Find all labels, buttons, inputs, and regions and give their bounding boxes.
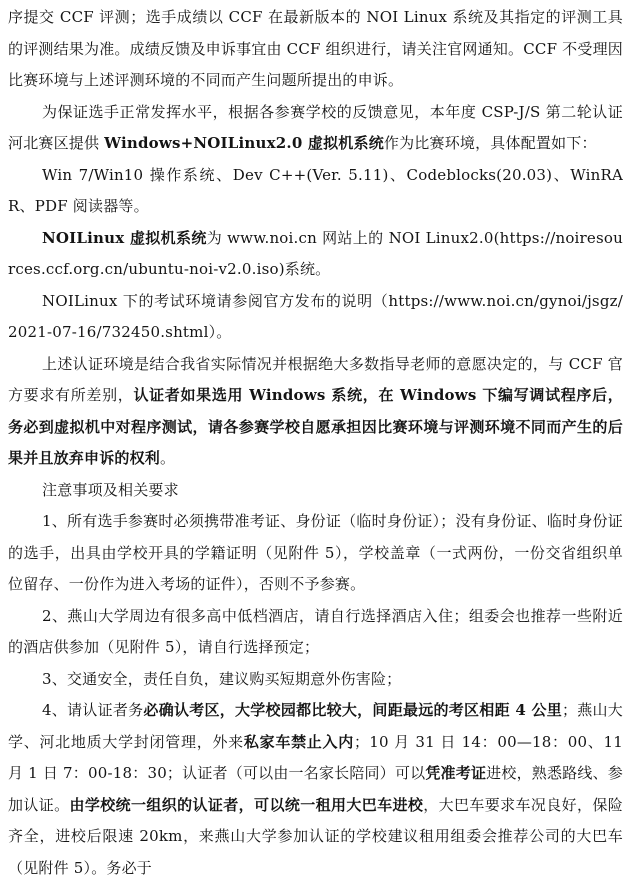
paragraph-disclaimer (8, 349, 623, 475)
bold-run: Windows+NOILinux2.0 虚拟机系统 (104, 134, 384, 152)
text-run: ，大巴车要求车况良好，保险齐全，进校后限速 20km，来燕山大学参加认证的学校建议租用组委会推荐公司的大巴车（见附件 5）。务必于 (8, 795, 623, 877)
paragraph-item-4 (8, 695, 623, 884)
bold-run: 凭准考证 (425, 764, 487, 782)
text-run: 4、请认证者务 (42, 701, 144, 719)
text-run: ；10 月 31 日 14：00—18：00、11 月 1 日 7：00-18：30；认证者（可以由一名家长陪同）可以 (8, 732, 623, 782)
bold-run: 私家车禁止入内 (243, 732, 354, 751)
text-run: 3、交通安全，责任自负，建议购买短期意外伤害险； (42, 669, 402, 688)
text-run: 为保证选手正常发挥水平，根据各参赛学校的反馈意见，本年度 CSP-J/S 第二轮认证河北赛区提供 (8, 102, 623, 152)
text-run: 1、所有选手参赛时必须携带准考证、身份证（临时身份证）；没有身份证、临时身份证的选手，出具由学校开具的学籍证明（见附件 5），学校盖章（一式两份，一份交省组织单位留存、一份作为进入考场的证件），否则不予参赛。 (8, 512, 623, 593)
bold-run: 必确认考区，大学校园都比较大，间距最远的考区相距 4 公里 (143, 701, 562, 719)
text-run: 作为比赛环境，具体配置如下： (383, 134, 597, 152)
text-run: 。 (160, 449, 176, 467)
text-run: ；燕山大学、河北地质大学封闭管理，外来 (8, 701, 623, 751)
bold-run: 认证者如果选用 Windows 系统，在 Windows 下编写调试程序后，务必到虚拟机中对程序测试，请各参赛学校自愿承担因比赛环境与评测环境不同而产生的后果并且放弃申诉的权利 (8, 386, 623, 467)
text-run: 注意事项及相关要求 (42, 480, 179, 499)
paragraph-item-2 (8, 601, 623, 664)
paragraph-noilinux (8, 223, 623, 286)
text-run: 2、燕山大学周边有很多高中低档酒店，请自行选择酒店入住；组委会也推荐一些附近的酒店供参加（见附件 5），请自行选择预定； (8, 606, 623, 656)
paragraph-exam-environment (8, 286, 623, 349)
paragraph-item-3 (8, 664, 623, 696)
paragraph-intro (8, 2, 623, 97)
text-run: 序提交 CCF 评测；选手成绩以 CCF 在最新版本的 NOI Linux 系统及其指定的评测工具的评测结果为准。成绩反馈及申诉事宜由 CCF 组织进行，请关注官网通知。CCF 不受理因比赛环境与上述评测环境的不同而产生问题所提出的申诉。 (8, 8, 623, 89)
text-run: NOILinux 下的考试环境请参阅官方发布的说明（https://www.noi.cn/gynoi/jsgz/2021-07-16/732450.shtml）。 (8, 291, 623, 341)
paragraph-item-1 (8, 506, 623, 601)
text-run: 为 www.noi.cn 网站上的 NOI Linux2.0(https://noiresources.ccf.org.cn/ubuntu-noi-v2.0.iso)系统。 (8, 228, 623, 278)
bold-run: NOILinux 虚拟机系统 (42, 228, 207, 247)
section-heading-notes (8, 475, 623, 507)
paragraph-software-list (8, 160, 623, 223)
text-run: Win 7/Win10 操作系统、Dev C++(Ver. 5.11)、Codeblocks(20.03)、WinRAR、PDF 阅读器等。 (8, 165, 623, 215)
paragraph-environment (8, 97, 623, 160)
text-run: 进校，熟悉路线、参加认证。 (8, 764, 623, 814)
text-run: 上述认证环境是结合我省实际情况并根据绝大多数指导老师的意愿决定的，与 CCF 官方要求有所差别， (8, 354, 623, 404)
bold-run: 由学校统一组织的认证者，可以统一租用大巴车进校 (69, 795, 424, 814)
